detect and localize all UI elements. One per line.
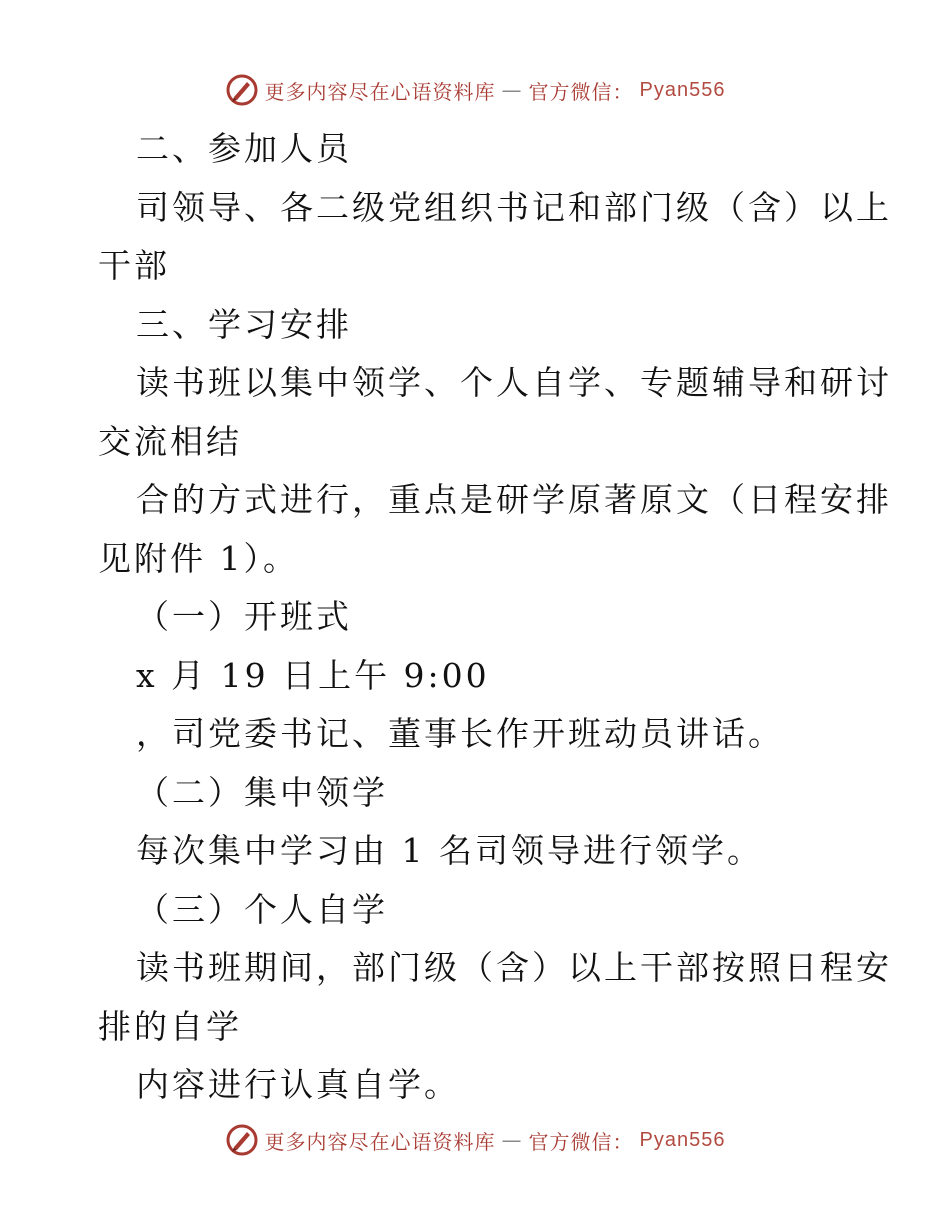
footer-watermark xyxy=(0,1120,950,1160)
pen-logo-icon xyxy=(225,1123,259,1157)
section-heading: 二、参加人员 xyxy=(136,129,352,168)
watermark-text: 更多内容尽在心语资料库 xyxy=(264,79,496,104)
paragraph-line: 排的自学 xyxy=(98,1006,242,1046)
subsection-heading: （二）集中领学 xyxy=(136,772,388,812)
paragraph-line: 交流相结 xyxy=(98,421,242,461)
header-watermark xyxy=(0,70,950,110)
subsection-heading: （一）开班式 xyxy=(136,597,352,636)
paragraph-line: 读书班以集中领学、个人自学、专题辅导和研讨 xyxy=(136,363,892,402)
paragraph-line: x 月 19 日上午 9:00 xyxy=(136,655,490,695)
pen-logo-icon xyxy=(225,73,259,107)
watermark-wechat-label: 官方微信： xyxy=(528,1129,634,1154)
paragraph-line: 干部 xyxy=(98,246,170,285)
section-heading: 三、学习安排 xyxy=(136,304,352,344)
paragraph-line: 见附件 1）。 xyxy=(98,538,299,578)
paragraph-line: ，司党委书记、董事长作开班动员讲话。 xyxy=(136,714,784,753)
document-body xyxy=(98,120,892,1115)
paragraph-line: 司领导、各二级党组织书记和部门级（含）以上 xyxy=(136,187,892,227)
watermark-separator: — xyxy=(501,1128,523,1152)
subsection-heading: （三）个人自学 xyxy=(136,889,388,929)
watermark-text: 更多内容尽在心语资料库 xyxy=(264,1129,496,1154)
paragraph-line: 内容进行认真自学。 xyxy=(136,1065,460,1104)
watermark-wechat-id: Pyan556 xyxy=(639,1128,726,1151)
paragraph-line: 合的方式进行，重点是研学原著原文（日程安排 xyxy=(136,480,892,519)
paragraph-line: 每次集中学习由 1 名司领导进行领学。 xyxy=(136,831,763,870)
watermark-separator: — xyxy=(501,78,523,102)
paragraph-line: 读书班期间，部门级（含）以上干部按照日程安 xyxy=(136,948,892,987)
watermark-wechat-id: Pyan556 xyxy=(639,78,726,101)
watermark-wechat-label: 官方微信： xyxy=(528,79,634,104)
